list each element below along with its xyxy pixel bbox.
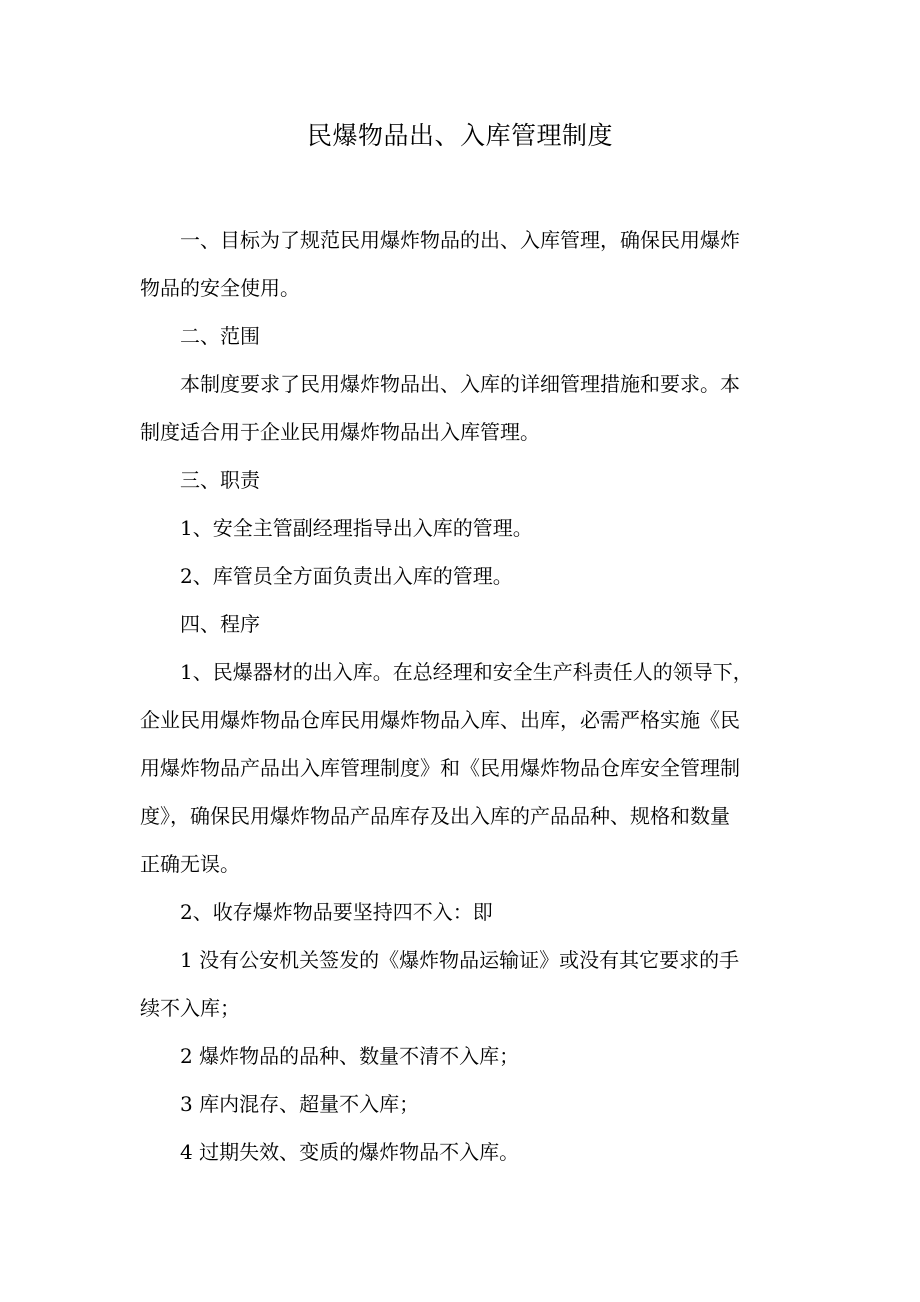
paragraph-line: 用爆炸物品产品出入库管理制度》和《民用爆炸物品仓库安全管理制 (140, 756, 740, 780)
document-title: 民爆物品出、入库管理制度 (306, 121, 613, 150)
paragraph-line: 2、收存爆炸物品要坚持四不入：即 (180, 900, 493, 924)
heading-duties (140, 456, 790, 504)
paragraph-procedure-2 (140, 888, 790, 936)
list-item-rule-3 (140, 1080, 790, 1128)
paragraph-goal (140, 216, 790, 312)
heading-procedure (140, 600, 790, 648)
paragraph-line: 4 过期失效、变质的爆炸物品不入库。 (180, 1140, 520, 1164)
paragraph-line: 2、库管员全方面负责出入库的管理。 (180, 564, 513, 588)
paragraph-line: 1、安全主管副经理指导出入库的管理。 (180, 516, 533, 540)
paragraph-line: 3 库内混存、超量不入库； (180, 1092, 420, 1116)
list-item-rule-2 (140, 1032, 790, 1080)
paragraph-line: 企业民用爆炸物品仓库民用爆炸物品入库、出库，必需严格实施《民 (140, 708, 740, 732)
paragraph-duty-1 (140, 504, 790, 552)
paragraph-line: 本制度要求了民用爆炸物品出、入库的详细管理措施和要求。本 (180, 372, 740, 396)
paragraph-line: 物品的安全使用。 (140, 276, 300, 300)
heading-scope (140, 312, 790, 360)
paragraph-line: 度》，确保民用爆炸物品产品库存及出入库的产品品种、规格和数量 (140, 804, 730, 828)
paragraph-scope (140, 360, 790, 456)
list-item-rule-4 (140, 1128, 790, 1176)
paragraph-line: 1 没有公安机关签发的《爆炸物品运输证》或没有其它要求的手 (180, 948, 740, 972)
paragraph-line: 2 爆炸物品的品种、数量不清不入库； (180, 1044, 520, 1068)
paragraph-line: 制度适合用于企业民用爆炸物品出入库管理。 (140, 420, 540, 444)
paragraph-line: 三、职责 (180, 468, 260, 492)
paragraph-line: 正确无误。 (140, 852, 240, 876)
paragraph-line: 续不入库； (140, 996, 240, 1020)
document-body (140, 216, 790, 1176)
list-item-rule-1 (140, 936, 790, 1032)
paragraph-line: 二、范围 (180, 324, 260, 348)
paragraph-duty-2 (140, 552, 790, 600)
paragraph-procedure-1 (140, 648, 790, 888)
paragraph-line: 一、目标为了规范民用爆炸物品的出、入库管理，确保民用爆炸 (180, 228, 740, 252)
paragraph-line: 1、民爆器材的出入库。在总经理和安全生产科责任人的领导下， (180, 660, 753, 684)
paragraph-line: 四、程序 (180, 612, 260, 636)
